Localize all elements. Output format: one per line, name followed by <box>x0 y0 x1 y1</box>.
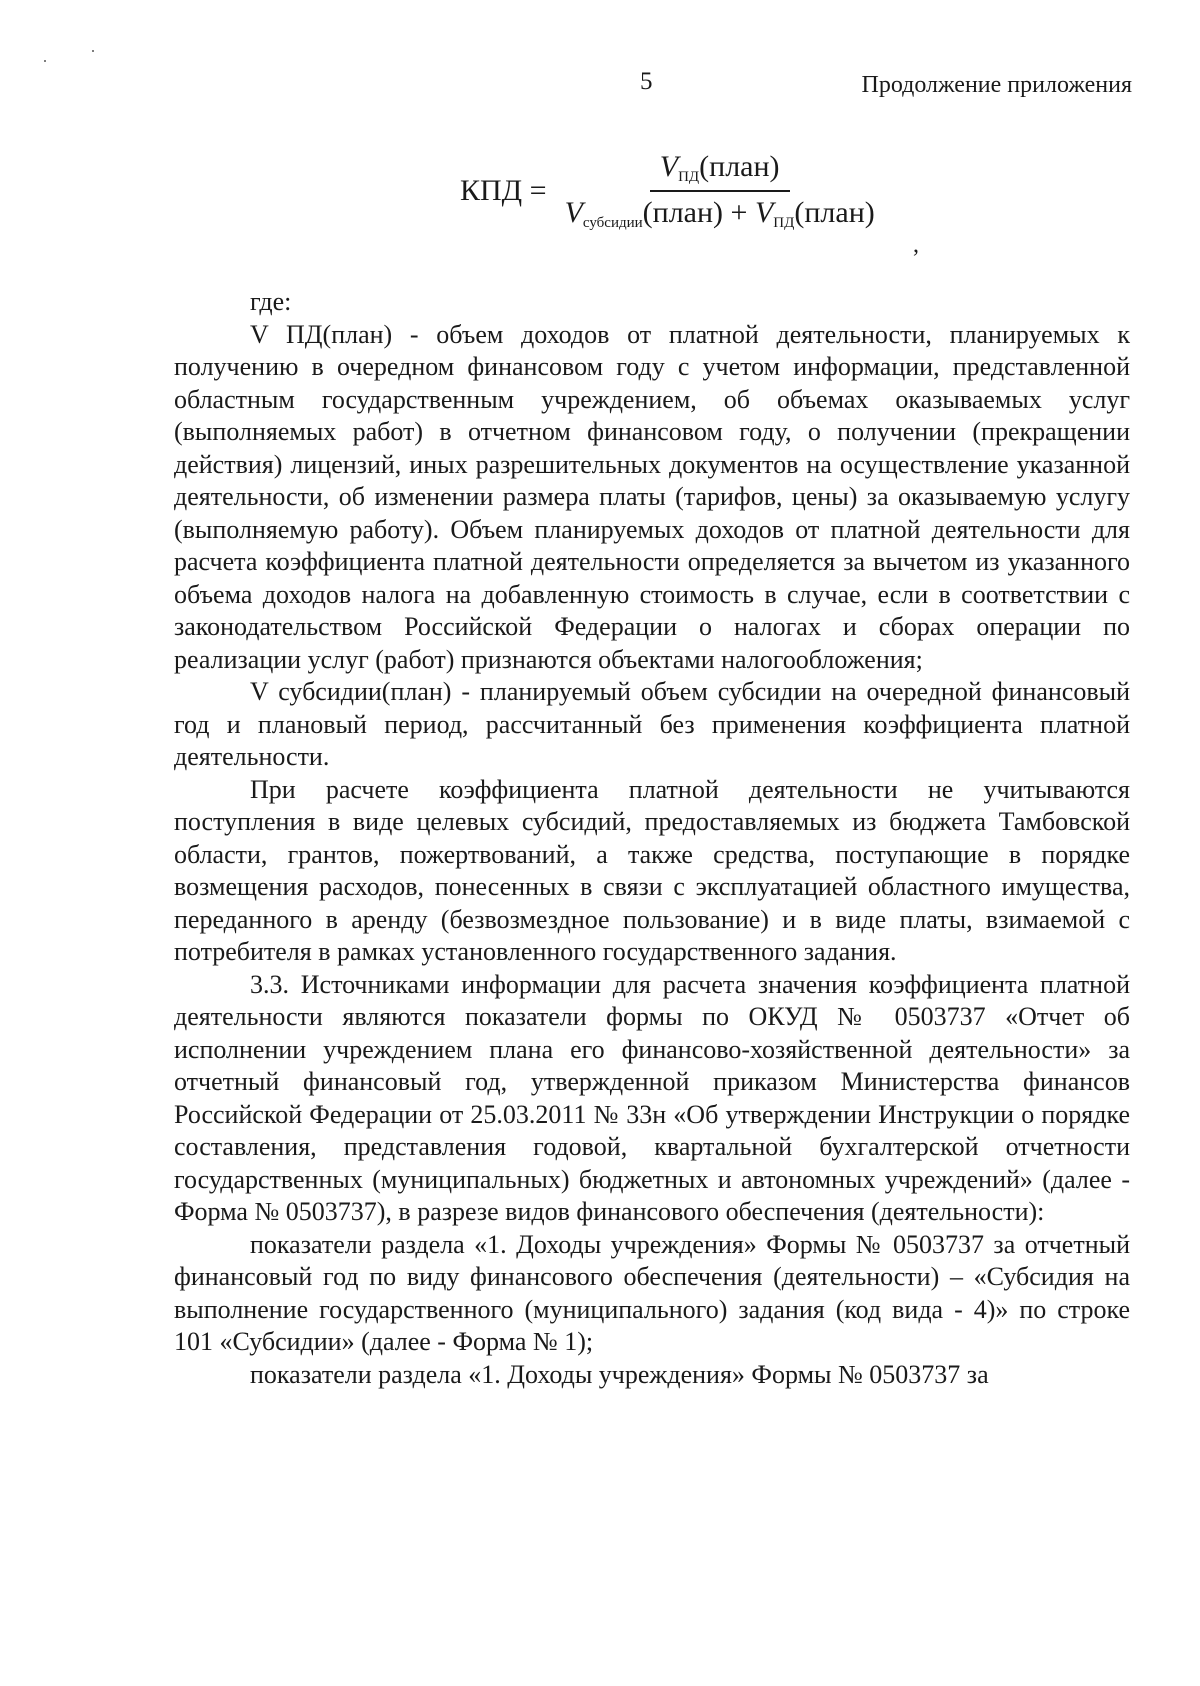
scan-speck <box>92 50 94 52</box>
formula-subscript: ПД <box>678 169 700 185</box>
formula-comma: , <box>913 232 919 258</box>
formula-variable: V <box>659 150 679 183</box>
formula-fraction <box>555 150 885 232</box>
formula-variable: V <box>564 196 583 229</box>
header-note: Продолжение приложения <box>861 72 1132 98</box>
paragraph-3-3-sources: 3.3. Источниками информации для расчета значения коэффициента платной деятельности являются показатели формы по ОКУД № 0503737 «Отчет об исполнении учреждением плана его финансово-хозяйственной деятельности» за отчетный финансовый год, утвержденной приказом Министерства финансов Российской Федерации от 25.03.2011 № 33н «Об утверждении Инструкции о порядке составления, представления годовой, квартальной бухгалтерской отчетности государственных (муниципальных) бюджетных и автономных учреждений» (далее - Форма № 0503737), в разрезе видов финансового обеспечения (деятельности): <box>174 969 1130 1226</box>
paragraph-v-subsidy-definition: V субсидии(план) - планируемый объем субсидии на очередной финансовый год и плановый период, рассчитанный без применения коэффициента платной деятельности. <box>174 677 1130 771</box>
formula-subscript: ПД <box>773 215 795 231</box>
kpd-formula <box>460 150 885 232</box>
formula-argument: (план) + <box>642 196 748 229</box>
formula-lhs: КПД = <box>460 174 547 207</box>
formula-subscript: субсидии <box>582 215 643 231</box>
page-number: 5 <box>640 68 653 95</box>
paragraph-v-pd-definition: V ПД(план) - объем доходов от платной деятельности, планируемых к получению в очередном финансовом году с учетом информации, представленной областным государственным учреждением, об объемах оказываемых услуг (выполняемых работ) в отчетном финансовом году, о получении (прекращении действия) лицензий, иных разрешительных документов на осуществление указанной деятельности, об изменении размера платы (тарифов, цены) за оказываемую услугу (выполняемую работу). Объем планируемых доходов от платной деятельности для расчета коэффициента платной деятельности определяется за вычетом из указанного объема доходов налога на добавленную стоимость в случае, если в соответствии с законодательством Российской Федерации о налогах и сборах операции по реализации услуг (работ) признаются объектами налогообложения; <box>174 319 1130 674</box>
formula-argument: (план) <box>794 196 875 229</box>
formula-numerator <box>650 150 790 192</box>
paragraph-form-2: показатели раздела «1. Доходы учреждения» Формы № 0503737 за <box>250 1359 989 1389</box>
scan-speck <box>44 60 46 62</box>
paragraph-where: где: <box>250 287 292 316</box>
formula-variable: V <box>754 196 774 229</box>
paragraph-exclusions: При расчете коэффициента платной деятельности не учитываются поступления в виде целевых субсидий, предоставляемых из бюджета Тамбовской области, грантов, пожертвований, а также средства, поступающие в порядке возмещения расходов, понесенных в связи с эксплуатацией областного имущества, переданного в аренду (безвозмездное пользование) и в виде платы, взимаемой с потребителя в рамках установленного государственного задания. <box>174 774 1130 966</box>
document-body <box>174 286 1130 1391</box>
formula-denominator <box>555 192 885 232</box>
formula-argument: (план) <box>699 150 780 183</box>
paragraph-form-1: показатели раздела «1. Доходы учреждения» Формы № 0503737 за отчетный финансовый год по виду финансового обеспечения (деятельности) – «Субсидия на выполнение государственного (муниципального) задания (код вида - 4)» по строке 101 «Субсидии» (далее - Форма № 1); <box>174 1229 1130 1356</box>
